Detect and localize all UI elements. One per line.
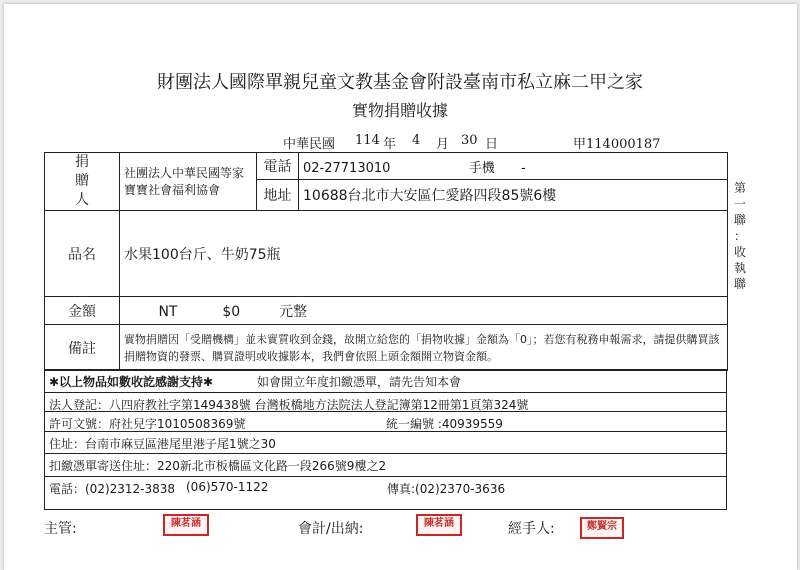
receipt-table [44, 152, 728, 371]
date-month-unit: 月 [436, 137, 450, 152]
date-month: 4 [412, 133, 421, 148]
date-day: 30 [461, 133, 478, 148]
permit-text: 許可文號：府社兒字1010508369號 [49, 417, 246, 431]
handler-stamp: 鄭賢宗 [580, 517, 624, 539]
phone-cell [299, 153, 728, 180]
director-stamp: 陳茗涵 [163, 514, 209, 536]
remarks-label: 備註 [45, 325, 120, 371]
donor-name: 社團法人中華民國等家寶寶社會福利協會 [120, 153, 257, 211]
tax-id-text: 統一編號 :40939559 [386, 417, 503, 431]
amount-currency: NT [158, 303, 178, 320]
org-address-text: 住址：台南市麻豆區港尾里港子尾1號之30 [49, 437, 276, 451]
handler-label: 經手人: [508, 521, 555, 537]
amount-suffix: 元整 [279, 303, 308, 320]
item-value: 水果100台斤、牛奶75瓶 [120, 211, 728, 297]
phone-value: 02-27713010 [303, 160, 391, 176]
footer-row-thanks [45, 369, 726, 393]
mobile-label: 手機 [468, 160, 495, 176]
document-title: 實物捐贈收據 [351, 101, 448, 120]
remarks-text: 實物捐贈因「受贈機構」並未實質收到金錢，故開立給您的「捐物收據」金額為「0」；若您有稅務申報需求，請提供購買該捐贈物資的發票、購買證明或收據影本，我們會依照上頭金額開立物資金額。 [120, 325, 728, 371]
mobile-value: - [520, 160, 526, 176]
footer-row-registration [45, 392, 726, 412]
item-label: 品名 [45, 211, 120, 297]
footer-row-permit [45, 411, 726, 432]
director-label: 主管: [44, 521, 77, 537]
copy-label: 第 一 聯 ： 收 執 聯 [733, 181, 746, 291]
amount-label: 金額 [45, 297, 120, 325]
address-label: 地址 [257, 180, 299, 211]
tax-notice: 如會開立年度扣繳憑單，請先告知本會 [257, 375, 462, 389]
accountant-stamp: 陳茗涵 [416, 514, 462, 536]
amount-value: $0 [222, 303, 241, 320]
fax-text: 傳真:(02)2370-3636 [387, 482, 506, 496]
receipt-number: 甲114000187 [573, 137, 661, 152]
date-year: 114 [355, 133, 380, 148]
phone-text: 電話：(02)2312-3838 [49, 482, 176, 496]
date-day-unit: 日 [485, 137, 499, 152]
date-year-unit: 年 [383, 137, 397, 152]
date-era: 中華民國 [283, 137, 336, 152]
phone2-text: (06)570-1122 [186, 480, 269, 494]
donor-label: 捐 贈 人 [45, 153, 120, 211]
footer-row-mail [45, 453, 726, 477]
mail-address-text: 扣繳憑單寄送住址：220新北市板橋區文化路一段266號9樓之2 [49, 459, 387, 473]
address-value: 10688台北市大安區仁愛路四段85號6樓 [299, 180, 728, 211]
amount-cell [120, 297, 728, 325]
phone-label: 電話 [257, 153, 299, 180]
footer-block [44, 369, 727, 510]
accountant-label: 會計/出納: [298, 521, 364, 537]
organization-title: 財團法人國際單親兒童文教基金會附設臺南市私立麻二甲之家 [157, 72, 643, 93]
footer-row-contact [45, 476, 726, 510]
footer-row-address [45, 431, 726, 454]
registration-text: 法人登記：八四府教社字第149438號 台灣板橋地方法院法人登記簿第12冊第1頁第324號 [49, 398, 529, 412]
thanks-text: ✱以上物品如數收訖感謝支持✱ [49, 375, 214, 389]
